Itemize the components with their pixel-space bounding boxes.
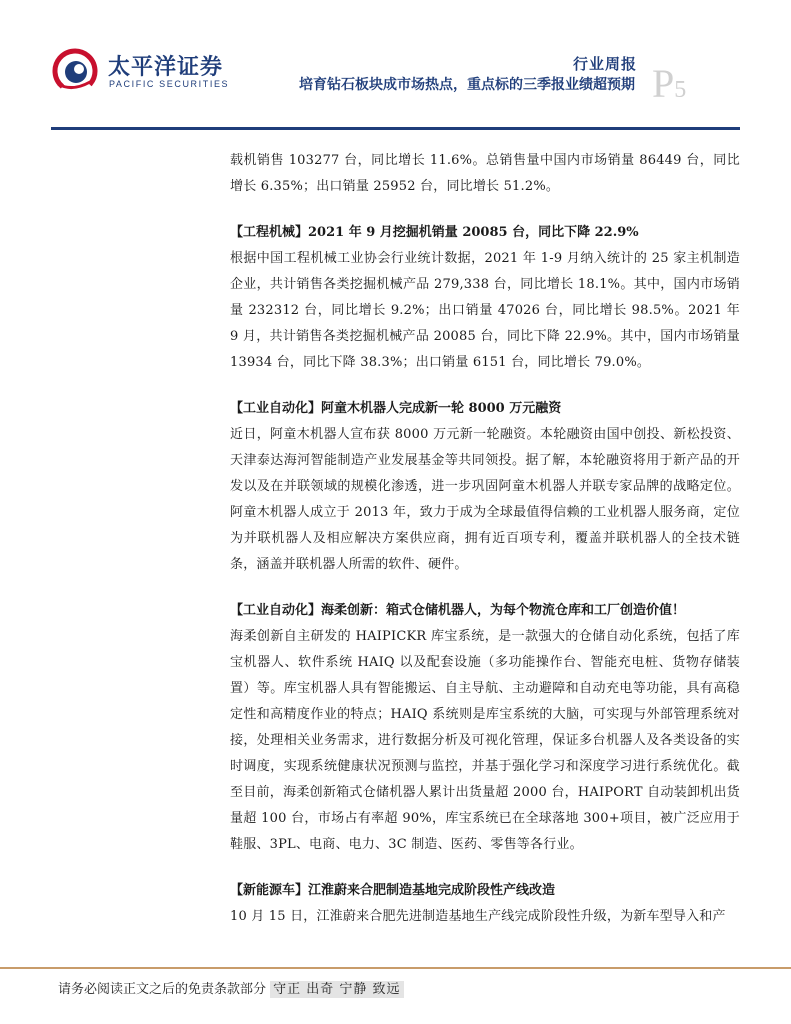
- report-title: 培育钻石板块成市场热点，重点标的三季报业绩超预期: [299, 77, 635, 93]
- footer-divider: [0, 967, 791, 969]
- intro-paragraph: 载机销售 103277 台，同比增长 11.6%。总销售量中国内市场销量 86449 台，同比增长 6.35%；出口销量 25952 台，同比增长 51.2%。: [230, 153, 740, 194]
- page-number-mark: [652, 61, 687, 106]
- page-header: [0, 0, 791, 132]
- report-type-label: 行业周报: [572, 55, 637, 73]
- section-paragraph: 近日，阿童木机器人宣布获 8000 万元新一轮融资。本轮融资由国中创投、新松投资、天津泰达海河智能制造产业发展基金等共同领投。据了解，本轮融资将用于新产品的开发以及在并联领域的规模化渗透，进一步巩固阿童木机器人并联专家品牌的战略定位。阿童木机器人成立于 2013 年，致力于成为全球最值得信赖的工业机器人服务商，定位为并联机器人及相应解决方案供应商，拥有近百项专利，覆盖并联机器人的全技术链条，涵盖并联机器人所需的软件、硬件。: [230, 427, 740, 572]
- section-heading: 【工业自动化】阿童木机器人完成新一轮 8000 万元融资: [230, 401, 562, 416]
- section-paragraph: 10 月 15 日，江淮蔚来合肥先进制造基地生产线完成阶段性升级，为新车型导入和产: [230, 909, 726, 924]
- section-heading: 【新能源车】江淮蔚来合肥制造基地完成阶段性产线改造: [230, 883, 556, 898]
- section-paragraph: 海柔创新自主研发的 HAIPICKR 库宝系统，是一款强大的仓储自动化系统，包括了库宝机器人、软件系统 HAIQ 以及配套设施（多功能操作台、智能充电桩、货物存储装置）等。库宝机器人具有智能搬运、自主导航、主动避障和自动充电等功能，具有高稳定性和高精度作业的特点；HAIQ 系统则是库宝系统的大脑，可实现与外部管理系统对接，处理相关业务需求，进行数据分析及可视化管理，保证多台机器人及各类设备的实时调度，实现系统健康状况预测与监控，并基于强化学习和深度学习进行系统优化。截至目前，海柔创新箱式仓储机器人累计出货量超 2000 台，HAIPORT 自动装卸机出货量超 100 台，市场占有率超 90%，库宝系统已在全球落地 300+项目，被广泛应用于鞋服、3PL、电商、电力、3C 制造、医药、零售等各行业。: [230, 629, 740, 852]
- section-paragraph: 根据中国工程机械工业协会行业统计数据，2021 年 1-9 月纳入统计的 25 家主机制造企业，共计销售各类挖掘机械产品 279,338 台，同比增长 18.1%。其中，国内市场销量 232312 台，同比增长 9.2%；出口销量 47026 台，同比增长 98.5%。2021 年 9 月，共计销售各类挖掘机械产品 20085 台，同比下降 22.9%。其中，国内市场销量 13934 台，同比下降 38.3%；出口销量 6151 台，同比增长 79.0%。: [230, 251, 740, 370]
- section-jac-nio: [230, 878, 740, 930]
- page-letter: P: [652, 61, 675, 106]
- section-hai-robotics: [230, 598, 740, 858]
- company-logo: [52, 48, 267, 94]
- header-divider: [51, 127, 740, 130]
- section-heading: 【工业自动化】海柔创新：箱式仓储机器人，为每个物流仓库和工厂创造价值！: [230, 603, 686, 618]
- section-heading: 【工程机械】2021 年 9 月挖掘机销量 20085 台，同比下降 22.9%: [230, 225, 639, 240]
- disclaimer-text: 请务必阅读正文之后的免责条款部分: [58, 982, 267, 997]
- pacific-securities-logo-icon: [52, 48, 98, 94]
- logo-chinese-name: 太平洋证券: [108, 55, 224, 80]
- section-atom-robot: [230, 396, 740, 578]
- page-number: 5: [674, 77, 687, 103]
- page-footer: [58, 978, 404, 997]
- section-excavator: [230, 220, 740, 376]
- logo-english-name: PACIFIC SECURITIES: [109, 79, 230, 89]
- report-body: [230, 148, 740, 930]
- company-motto: 守正 出奇 宁静 致远: [270, 981, 403, 998]
